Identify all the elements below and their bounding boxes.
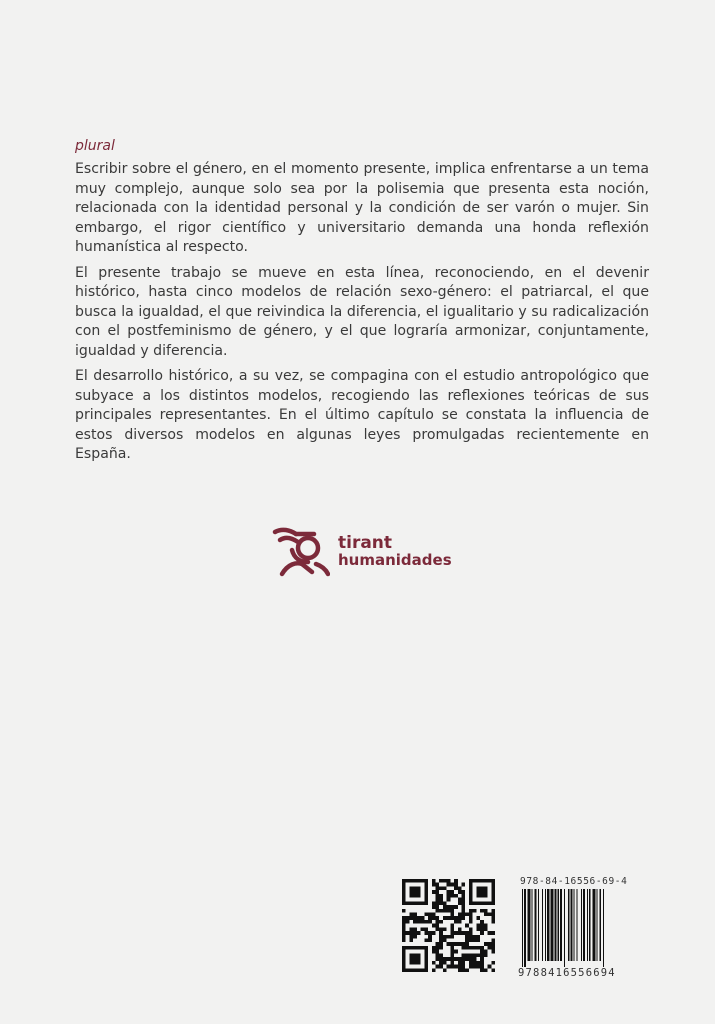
- publisher-face-icon: [272, 526, 330, 578]
- isbn-barcode-block: [518, 876, 638, 979]
- publisher-name: [338, 535, 452, 569]
- publisher-name-line2: humanidades: [338, 551, 452, 569]
- ean-digits: 9788416556694: [518, 967, 616, 979]
- isbn-number: 978-84-16556-69-4: [520, 876, 628, 887]
- series-label: plural: [75, 138, 115, 154]
- barcode: [518, 889, 636, 967]
- blurb-paragraph: El desarrollo histórico, a su vez, se compagina con el estudio antropológico que subyace a los distintos modelos, recogiendo las reflexiones teóricas de sus principales representantes. En el último capítulo se constata la influencia de estos diversos modelos en algunas leyes promulgadas recientemente en España.: [75, 368, 649, 462]
- blurb-paragraph: El presente trabajo se mueve en esta línea, reconociendo, en el devenir histórico, hasta cinco modelos de relación sexo-género: el patriarcal, el que busca la igualdad, el que reivindica la diferencia, el igualitario y su radicalización con el postfeminismo de género, y el que lograría armonizar, conjuntamente, igualdad y diferencia.: [75, 264, 649, 359]
- blurb-paragraph: Escribir sobre el género, en el momento presente, implica enfrentarse a un tema muy complejo, aunque solo sea por la polisemia que presenta esta noción, relacionada con la identidad personal y la condición de ser varón o mujer. Sin embargo, el rigor científico y universitario demanda una honda reflexión humanística al respecto.: [75, 161, 649, 255]
- publisher-name-line1: tirant: [338, 533, 393, 553]
- back-cover-blurb: [75, 160, 649, 471]
- qr-code: [402, 879, 495, 972]
- publisher-logo: [272, 526, 452, 578]
